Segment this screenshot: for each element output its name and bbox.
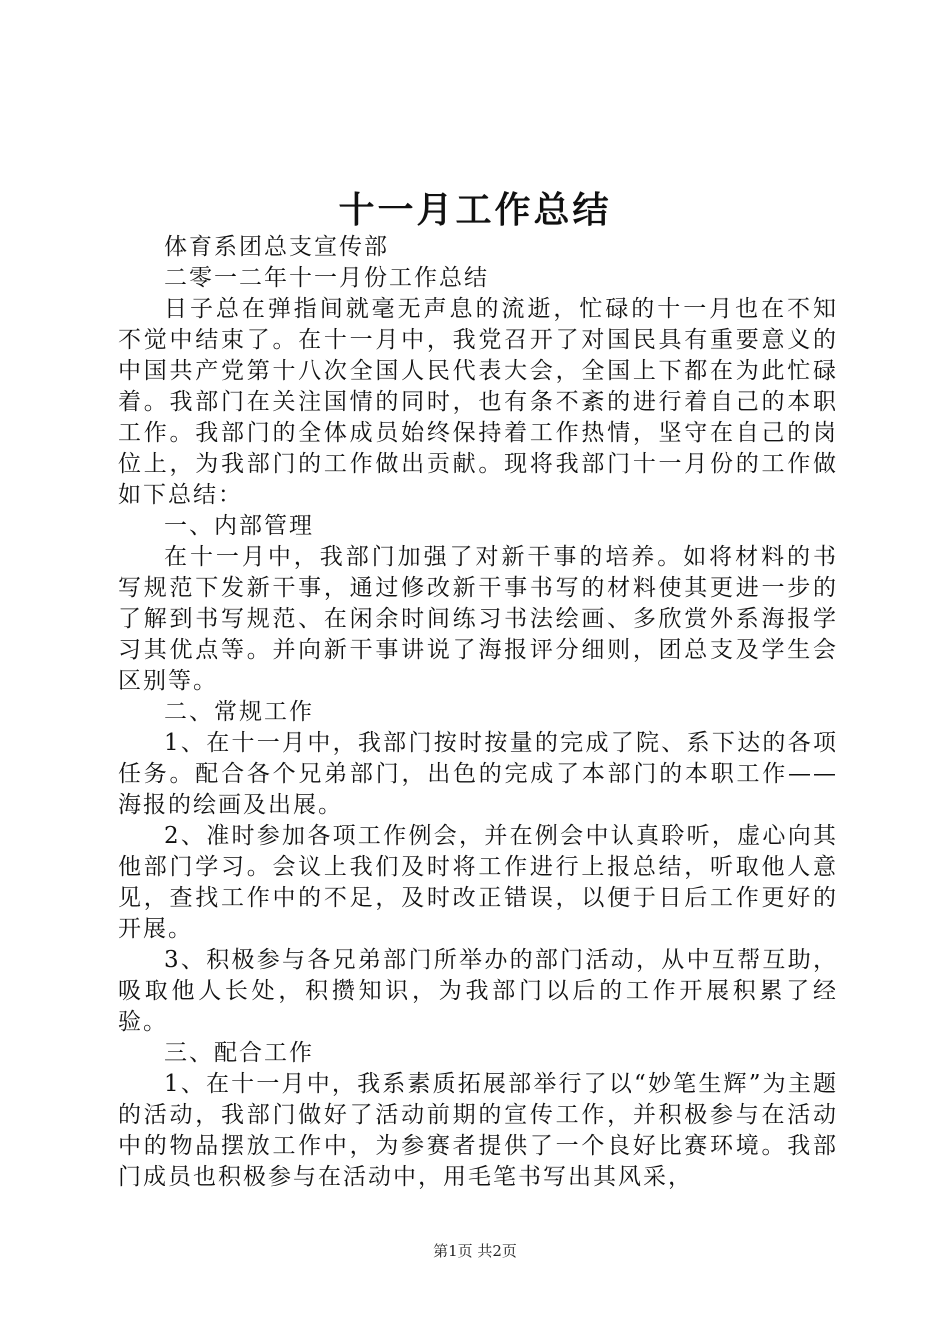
header-line-subtitle: 二零一二年十一月份工作总结 <box>164 265 489 291</box>
intro-paragraph: 日子总在弹指间就毫无声息的流逝，忙碌的十一月也在不知不觉中结束了。在十一月中，我党召开了对国民具有重要意义的中国共产党第十八次全国人民代表大会，全国上下都在为此忙碌着。我部门在关注国情的同时，也有条不紊的进行着自己的本职工作。我部门的全体成员始终保持着工作热情，坚守在自己的岗位上，为我部门的工作做出贡献。现将我部门十一月份的工作做如下总结： <box>118 296 838 508</box>
page-footer: 第1页 共2页 <box>433 1242 517 1260</box>
cooperation-work-item-1: 1、在十一月中，我系素质拓展部举行了以“妙笔生辉”为主题的活动，我部门做好了活动前期的宣传工作，并积极参与在活动中的物品摆放工作中，为参赛者提供了一个良好比赛环境。我部门成员也积极参与在活动中，用毛笔书写出其风采， <box>118 1071 838 1190</box>
header-line-department: 体育系团总支宣传部 <box>164 234 389 260</box>
routine-work-item-1: 1、在十一月中，我部门按时按量的完成了院、系下达的各项任务。配合各个兄弟部门，出色的完成了本部门的本职工作——海报的绘画及出展。 <box>118 730 838 818</box>
section-heading-cooperation-work: 三、配合工作 <box>164 1040 314 1066</box>
routine-work-item-2: 2、准时参加各项工作例会，并在例会中认真聆听，虚心向其他部门学习。会议上我们及时将工作进行上报总结，听取他人意见，查找工作中的不足，及时改正错误，以便于日后工作更好的开展。 <box>118 823 838 942</box>
internal-management-paragraph: 在十一月中，我部门加强了对新干事的培养。如将材料的书写规范下发新干事，通过修改新干事书写的材料使其更进一步的了解到书写规范、在闲余时间练习书法绘画、多欣赏外系海报学习其优点等。并向新干事讲说了海报评分细则，团总支及学生会区别等。 <box>118 544 838 694</box>
section-heading-internal-management: 一、内部管理 <box>164 513 314 539</box>
document-title: 十一月工作总结 <box>338 189 612 231</box>
routine-work-item-3: 3、积极参与各兄弟部门所举办的部门活动，从中互帮互助，吸取他人长处，积攒知识，为我部门以后的工作开展积累了经验。 <box>118 947 838 1035</box>
section-heading-routine-work: 二、常规工作 <box>164 699 314 725</box>
document-body <box>118 232 838 1193</box>
